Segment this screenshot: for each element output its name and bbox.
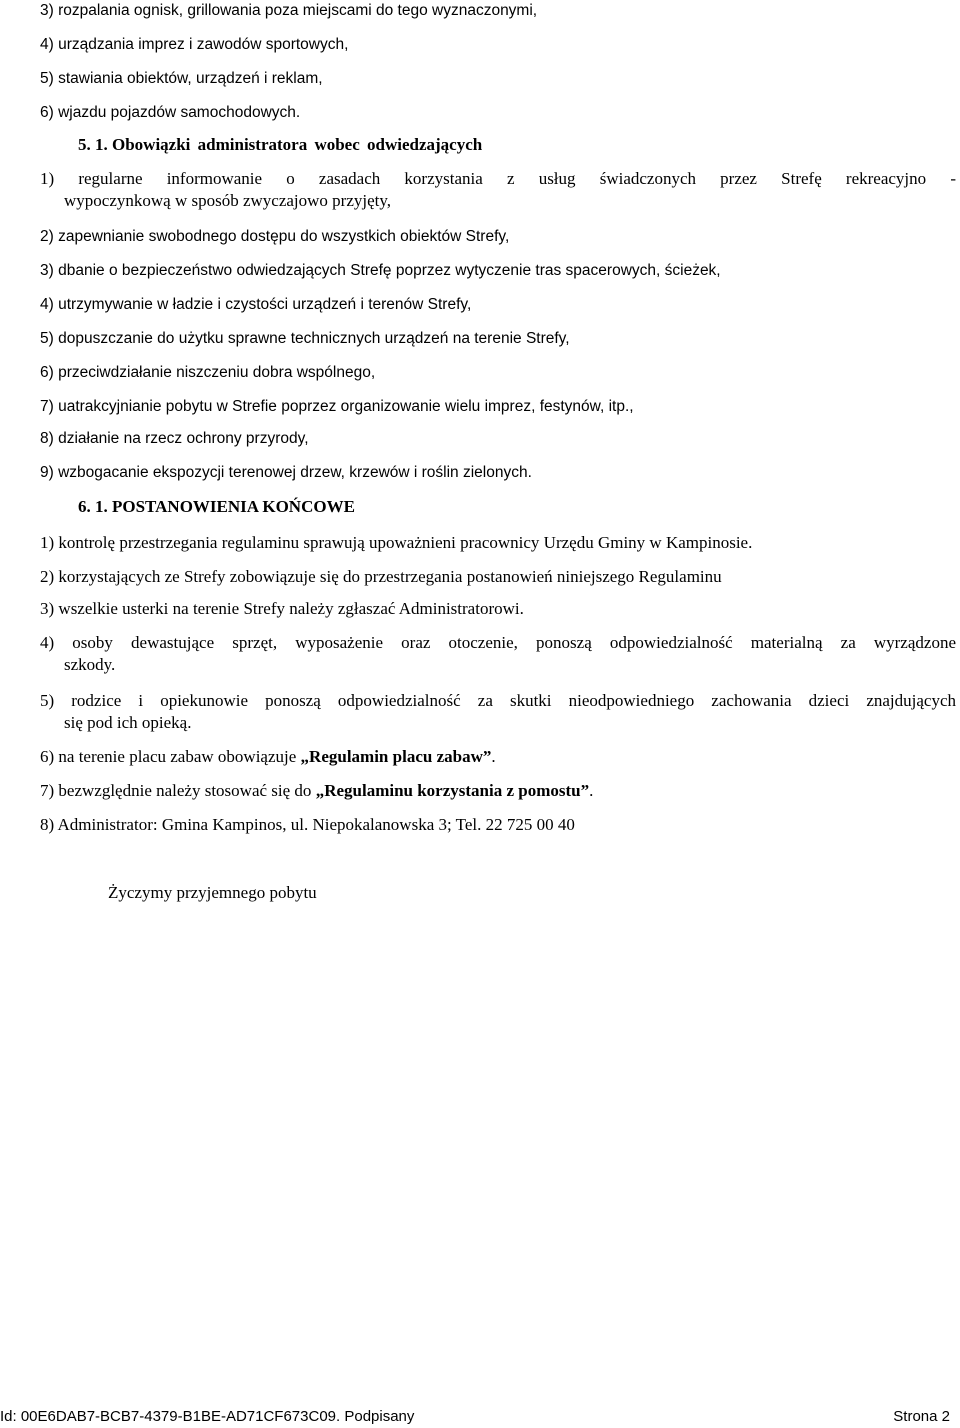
list-item: 3) dbanie o bezpieczeństwo odwiedzających Strefę poprzez wytyczenie tras spacerowych, ścieżek, — [40, 262, 721, 279]
list-item — [40, 780, 593, 802]
list-item: 9) wzbogacanie ekspozycji terenowej drzew, krzewów i roślin zielonych. — [40, 464, 532, 481]
list-item: 6) przeciwdziałanie niszczeniu dobra wspólnego, — [40, 364, 376, 381]
list-item: 8) działanie na rzecz ochrony przyrody, — [40, 430, 309, 447]
list-item-line: 1) regularne informowanie o zasadach korzystania z usług świadczonych przez Strefę rekreacyjno - — [40, 169, 956, 188]
list-item: 4) utrzymywanie w ładzie i czystości urządzeń i terenów Strefy, — [40, 296, 472, 313]
regulation-name: „Regulamin placu zabaw” — [300, 747, 492, 766]
list-item: 8) Administrator: Gmina Kampinos, ul. Niepokalanowska 3; Tel. 22 725 00 40 — [40, 815, 575, 834]
list-item-continuation: szkody. — [64, 655, 116, 674]
list-item-continuation: wypoczynkową w sposób zwyczajowo przyjęty, — [64, 191, 392, 210]
document-id: Id: 00E6DAB7-BCB7-4379-B1BE-AD71CF673C09. Podpisany — [0, 1408, 415, 1425]
section-title: POSTANOWIENIA KOŃCOWE — [112, 497, 355, 516]
list-item: 3) rozpalania ognisk, grillowania poza miejscami do tego wyznaczonymi, — [40, 2, 538, 19]
section-heading — [78, 134, 482, 156]
list-item: 4) urządzania imprez i zawodów sportowych, — [40, 36, 349, 53]
list-item: 2) korzystających ze Strefy zobowiązuje się do przestrzegania postanowień niniejszego Regulaminu — [40, 567, 722, 586]
list-item-suffix: . — [589, 781, 594, 800]
list-item — [40, 632, 956, 676]
section-number: 6. 1. — [78, 497, 108, 516]
list-item-text: 6) na terenie placu zabaw obowiązuje — [40, 747, 301, 766]
list-item: 2) zapewnianie swobodnego dostępu do wszystkich obiektów Strefy, — [40, 228, 510, 245]
section-heading — [78, 496, 355, 518]
list-item-line: 4) osoby dewastujące sprzęt, wyposażenie oraz otoczenie, ponoszą odpowiedzialność materialną za wyrządzone — [40, 633, 956, 652]
closing-text: Życzymy przyjemnego pobytu — [108, 883, 317, 902]
list-item-continuation: się pod ich opieką. — [64, 713, 192, 732]
regulation-name: „Regulaminu korzystania z pomostu” — [315, 781, 590, 800]
section-number: 5. 1. — [78, 135, 108, 154]
section-title: Obowiązki administratora wobec odwiedzających — [112, 135, 483, 154]
list-item-suffix: . — [491, 747, 496, 766]
list-item-line: 5) rodzice i opiekunowie ponoszą odpowiedzialność za skutki nieodpowiedniego zachowania dzieci znajdujących — [40, 691, 956, 710]
list-item: 5) dopuszczanie do użytku sprawne technicznych urządzeń na terenie Strefy, — [40, 330, 570, 347]
list-item-text: 7) bezwzględnie należy stosować się do — [40, 781, 316, 800]
list-item: 5) stawiania obiektów, urządzeń i reklam, — [40, 70, 323, 87]
list-item: 1) kontrolę przestrzegania regulaminu sprawują upoważnieni pracownicy Urzędu Gminy w Kampinosie. — [40, 533, 753, 552]
list-item: 7) uatrakcyjnianie pobytu w Strefie poprzez organizowanie wielu imprez, festynów, itp., — [40, 398, 634, 415]
list-item — [40, 168, 956, 212]
list-item — [40, 746, 496, 768]
list-item — [40, 690, 956, 734]
list-item: 3) wszelkie usterki na terenie Strefy należy zgłaszać Administratorowi. — [40, 599, 524, 618]
list-item: 6) wjazdu pojazdów samochodowych. — [40, 104, 301, 121]
page-number: Strona 2 — [893, 1408, 950, 1425]
